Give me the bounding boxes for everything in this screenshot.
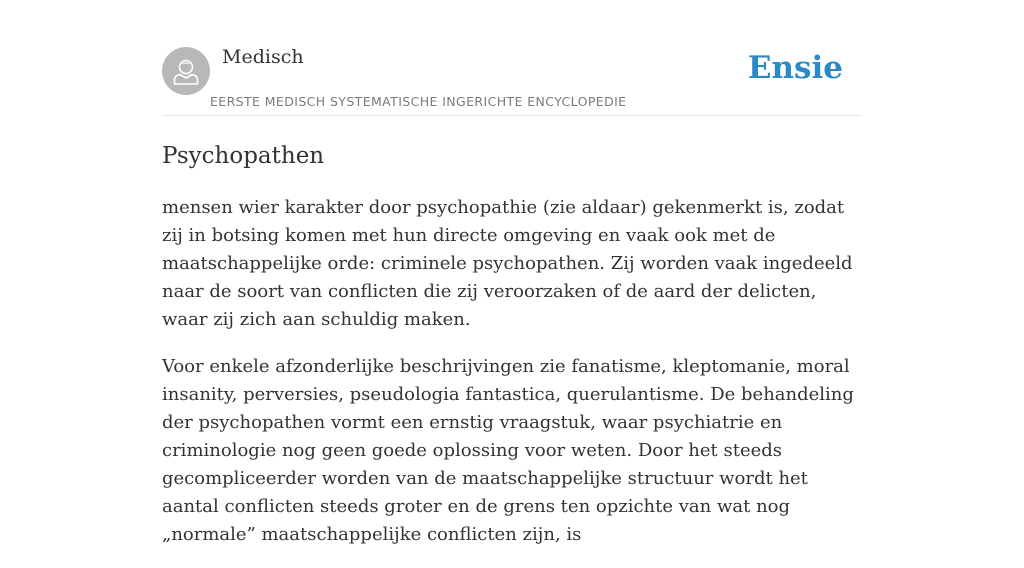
user-icon — [162, 47, 210, 95]
brand-logo[interactable]: Ensie — [747, 50, 843, 86]
article-body — [162, 194, 862, 549]
article-paragraph: Voor enkele afzonderlijke beschrijvingen zie fanatisme, kleptomanie, moral insanity, perversies, pseudologia fantastica, querulantisme. De behandeling der psychopathen vormt een ernstig vraagstuk, waar psychiatrie en criminologie nog geen goede oplossing voor weten. Door het steeds gecompliceerder worden van de maatschappelijke structuur wordt het aantal conflicten steeds groter en de grens ten opzichte van wat nog „normale” maatschappelijke conflicten zijn, is — [162, 356, 854, 545]
site-subtitle: EERSTE MEDISCH SYSTEMATISCHE INGERICHTE ENCYCLOPEDIE — [210, 94, 627, 109]
article-title: Psychopathen — [162, 143, 325, 169]
content-container — [162, 0, 862, 568]
author-name[interactable]: Medisch — [222, 46, 304, 68]
article-paragraph: mensen wier karakter door psychopathie (zie aldaar) gekenmerkt is, zodat zij in botsing komen met hun directe omgeving en vaak ook met de maatschappelijke orde: criminele psychopathen. Zij worden vaak ingedeeld naar de soort van conflicten die zij veroorzaken of de aard der delicten, waar zij zich aan schuldig maken. — [162, 197, 853, 330]
author-avatar[interactable] — [162, 47, 210, 95]
header — [162, 0, 862, 116]
